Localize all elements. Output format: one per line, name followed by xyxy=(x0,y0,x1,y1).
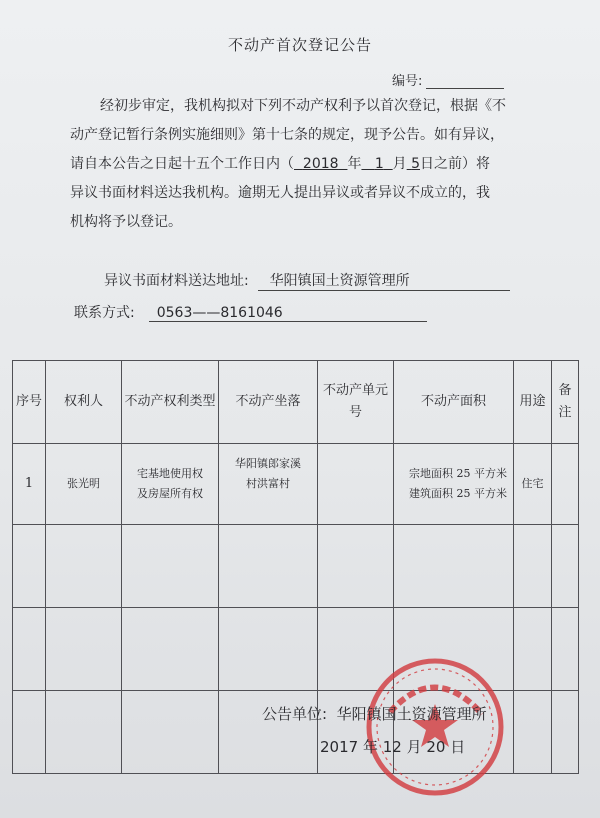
contact-value: 0563——8161046 xyxy=(149,305,427,322)
cell-no: 1 xyxy=(13,444,46,525)
contact-label: 联系方式: xyxy=(74,305,135,321)
serial-number xyxy=(392,70,504,89)
col-header-owner: 权利人 xyxy=(46,361,122,444)
body-line-deadline xyxy=(70,150,530,179)
cell-use: 住宅 xyxy=(514,444,552,525)
cell-line: 及房屋所有权 xyxy=(137,487,203,500)
page-title: 不动产首次登记公告 xyxy=(227,36,372,54)
col-header-no: 序号 xyxy=(13,361,46,444)
serial-label: 编号: xyxy=(392,74,423,89)
cell-location xyxy=(219,444,318,525)
col-header-right-type: 不动产权利类型 xyxy=(122,361,219,444)
address-label: 异议书面材料送达地址: xyxy=(104,273,249,289)
issuer-line xyxy=(262,703,487,724)
col-header-location: 不动产坐落 xyxy=(219,361,318,444)
cell-line: 村洪富村 xyxy=(246,477,290,490)
cell-line: 宅基地使用权 xyxy=(137,467,203,480)
issuer-name: 华阳镇国土资源管理所 xyxy=(336,705,487,723)
serial-blank xyxy=(426,74,504,89)
deadline-year: 2018 xyxy=(302,156,339,172)
body-text: 月 xyxy=(392,156,407,172)
cell-unit-no xyxy=(318,444,394,525)
cell-remark xyxy=(552,444,579,525)
address-value: 华阳镇国土资源管理所 xyxy=(258,270,510,291)
cell-line: 建筑面积 25 平方米 xyxy=(409,487,507,500)
col-header-area: 不动产面积 xyxy=(394,361,514,444)
body-line: 动产登记暂行条例实施细则》第十七条的规定，现予公告。如有异议， xyxy=(70,127,504,143)
cell-line: 华阳镇郎家溪 xyxy=(235,457,301,470)
col-header-remark: 备注 xyxy=(552,361,579,444)
table-header-row xyxy=(13,361,579,444)
cell-line: 宗地面积 25 平方米 xyxy=(409,467,507,480)
objection-address xyxy=(104,270,510,291)
body-line: 机构将予以登记。 xyxy=(70,214,182,230)
body-line: 经初步审定，我机构拟对下列不动产权利予以首次登记，根据《不 xyxy=(100,98,506,114)
col-header-use: 用途 xyxy=(514,361,552,444)
body-text: 请自本公告之日起十五个工作日内（ xyxy=(70,156,294,172)
cell-right-type xyxy=(122,444,219,525)
cell-owner: 张光明 xyxy=(46,444,122,525)
body-line: 异议书面材料送达我机构。逾期无人提出异议或者异议不成立的，我 xyxy=(70,185,490,201)
table-row-empty xyxy=(13,525,579,608)
body-text: 日之前）将 xyxy=(420,156,491,172)
issuer-label: 公告单位: xyxy=(262,705,328,723)
col-header-unit-no: 不动产单元号 xyxy=(318,361,394,444)
contact-info xyxy=(74,302,427,322)
notice-body xyxy=(70,92,530,237)
official-seal-stamp xyxy=(360,652,510,802)
body-text: 年 xyxy=(347,156,362,172)
deadline-day: 5 xyxy=(411,156,421,172)
issue-date: 2017 年 12 月 20 日 xyxy=(320,738,466,756)
table-row xyxy=(13,444,579,525)
cell-area xyxy=(394,444,514,525)
deadline-month: 1 xyxy=(374,156,384,172)
